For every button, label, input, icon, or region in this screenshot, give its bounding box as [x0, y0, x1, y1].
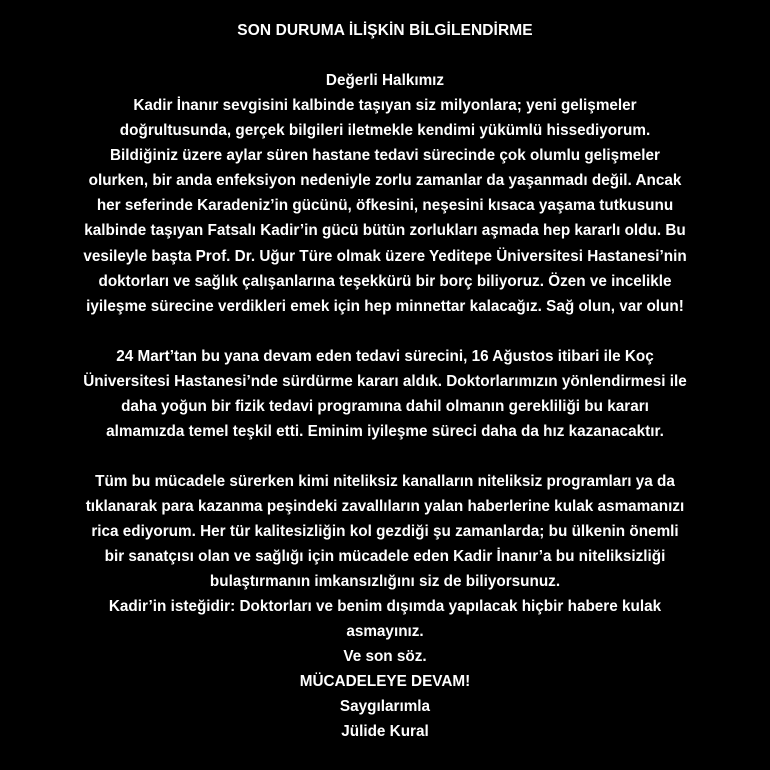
signature-name: Jülide Kural — [341, 723, 429, 740]
paragraph-1-line: Bildiğiniz üzere aylar süren hastane tedavi sürecinde çok olumlu gelişmeler — [109, 147, 661, 164]
request-line: asmayınız. — [346, 623, 424, 640]
paragraph-3-line: rica ediyorum. Her tür kalitesizliğin kol gezdiği şu zamanlarda; bu ülkenin önemli — [91, 523, 679, 540]
paragraph-2-line: daha yoğun bir fizik tedavi programına dahil olmanın gerekliliği bu kararı — [121, 398, 649, 415]
paragraph-3-line: bir sanatçısı olan ve sağlığı için mücadele eden Kadir İnanır’a bu niteliksizliği — [104, 548, 666, 565]
paragraph-2-line: 24 Mart’tan bu yana devam eden tedavi sürecini, 16 Ağustos itibari ile Koç — [116, 348, 654, 365]
paragraph-3-line: bulaştırmanın imkansızlığını siz de biliyorsunuz. — [209, 573, 561, 590]
greeting-line: Değerli Halkımız — [325, 72, 445, 89]
paragraph-1-line: doktorları ve sağlık çalışanlarına teşekkürü bir borç biliyoruz. Özen ve incelikle — [98, 273, 672, 290]
paragraph-1-line: vesileyle başta Prof. Dr. Uğur Türe olmak üzere Yeditepe Üniversitesi Hastanesi’nin — [83, 248, 687, 265]
paragraph-2-line: Üniversitesi Hastanesi’nde sürdürme kararı aldık. Doktorlarımızın yönlendirmesi ile — [83, 373, 687, 390]
document-title: SON DURUMA İLİŞKİN BİLGİLENDİRME — [237, 22, 533, 39]
paragraph-1-line: iyileşme sürecine verdikleri emek için hep minnettar kalacağız. Sağ olun, var olun! — [86, 298, 684, 315]
paragraph-1-line: her seferinde Karadeniz’in gücünü, öfkesini, neşesini kısaca yaşama tutkusunu — [96, 197, 674, 214]
paragraph-3-line: tıklanarak para kazanma peşindeki zavallıların yalan haberlerine kulak asmamanızı — [85, 498, 685, 515]
signoff-line: Saygılarımla — [339, 698, 431, 715]
paragraph-2-line: almamızda temel teşkil etti. Eminim iyileşme süreci daha da hız kazanacaktır. — [106, 423, 664, 440]
paragraph-1-line: doğrultusunda, gerçek bilgileri iletmekle kendimi yükümlü hissediyorum. — [119, 122, 651, 139]
slogan-line: MÜCADELEYE DEVAM! — [299, 673, 471, 690]
paragraph-1-line: olurken, bir anda enfeksiyon nedeniyle zorlu zamanlar da yaşanmadı değil. Ancak — [88, 172, 682, 189]
paragraph-3-line: Tüm bu mücadele sürerken kimi niteliksiz kanalların niteliksiz programları ya da — [95, 473, 675, 490]
closing-line: Ve son söz. — [343, 648, 427, 665]
paragraph-1-line: kalbinde taşıyan Fatsalı Kadir’in gücü bütün zorlukları aşmada hep kararlı oldu. Bu — [84, 222, 686, 239]
paragraph-1-line: Kadir İnanır sevgisini kalbinde taşıyan siz milyonlara; yeni gelişmeler — [133, 97, 637, 114]
request-line: Kadir’in isteğidir: Doktorları ve benim dışımda yapılacak hiçbir habere kulak — [108, 598, 662, 615]
